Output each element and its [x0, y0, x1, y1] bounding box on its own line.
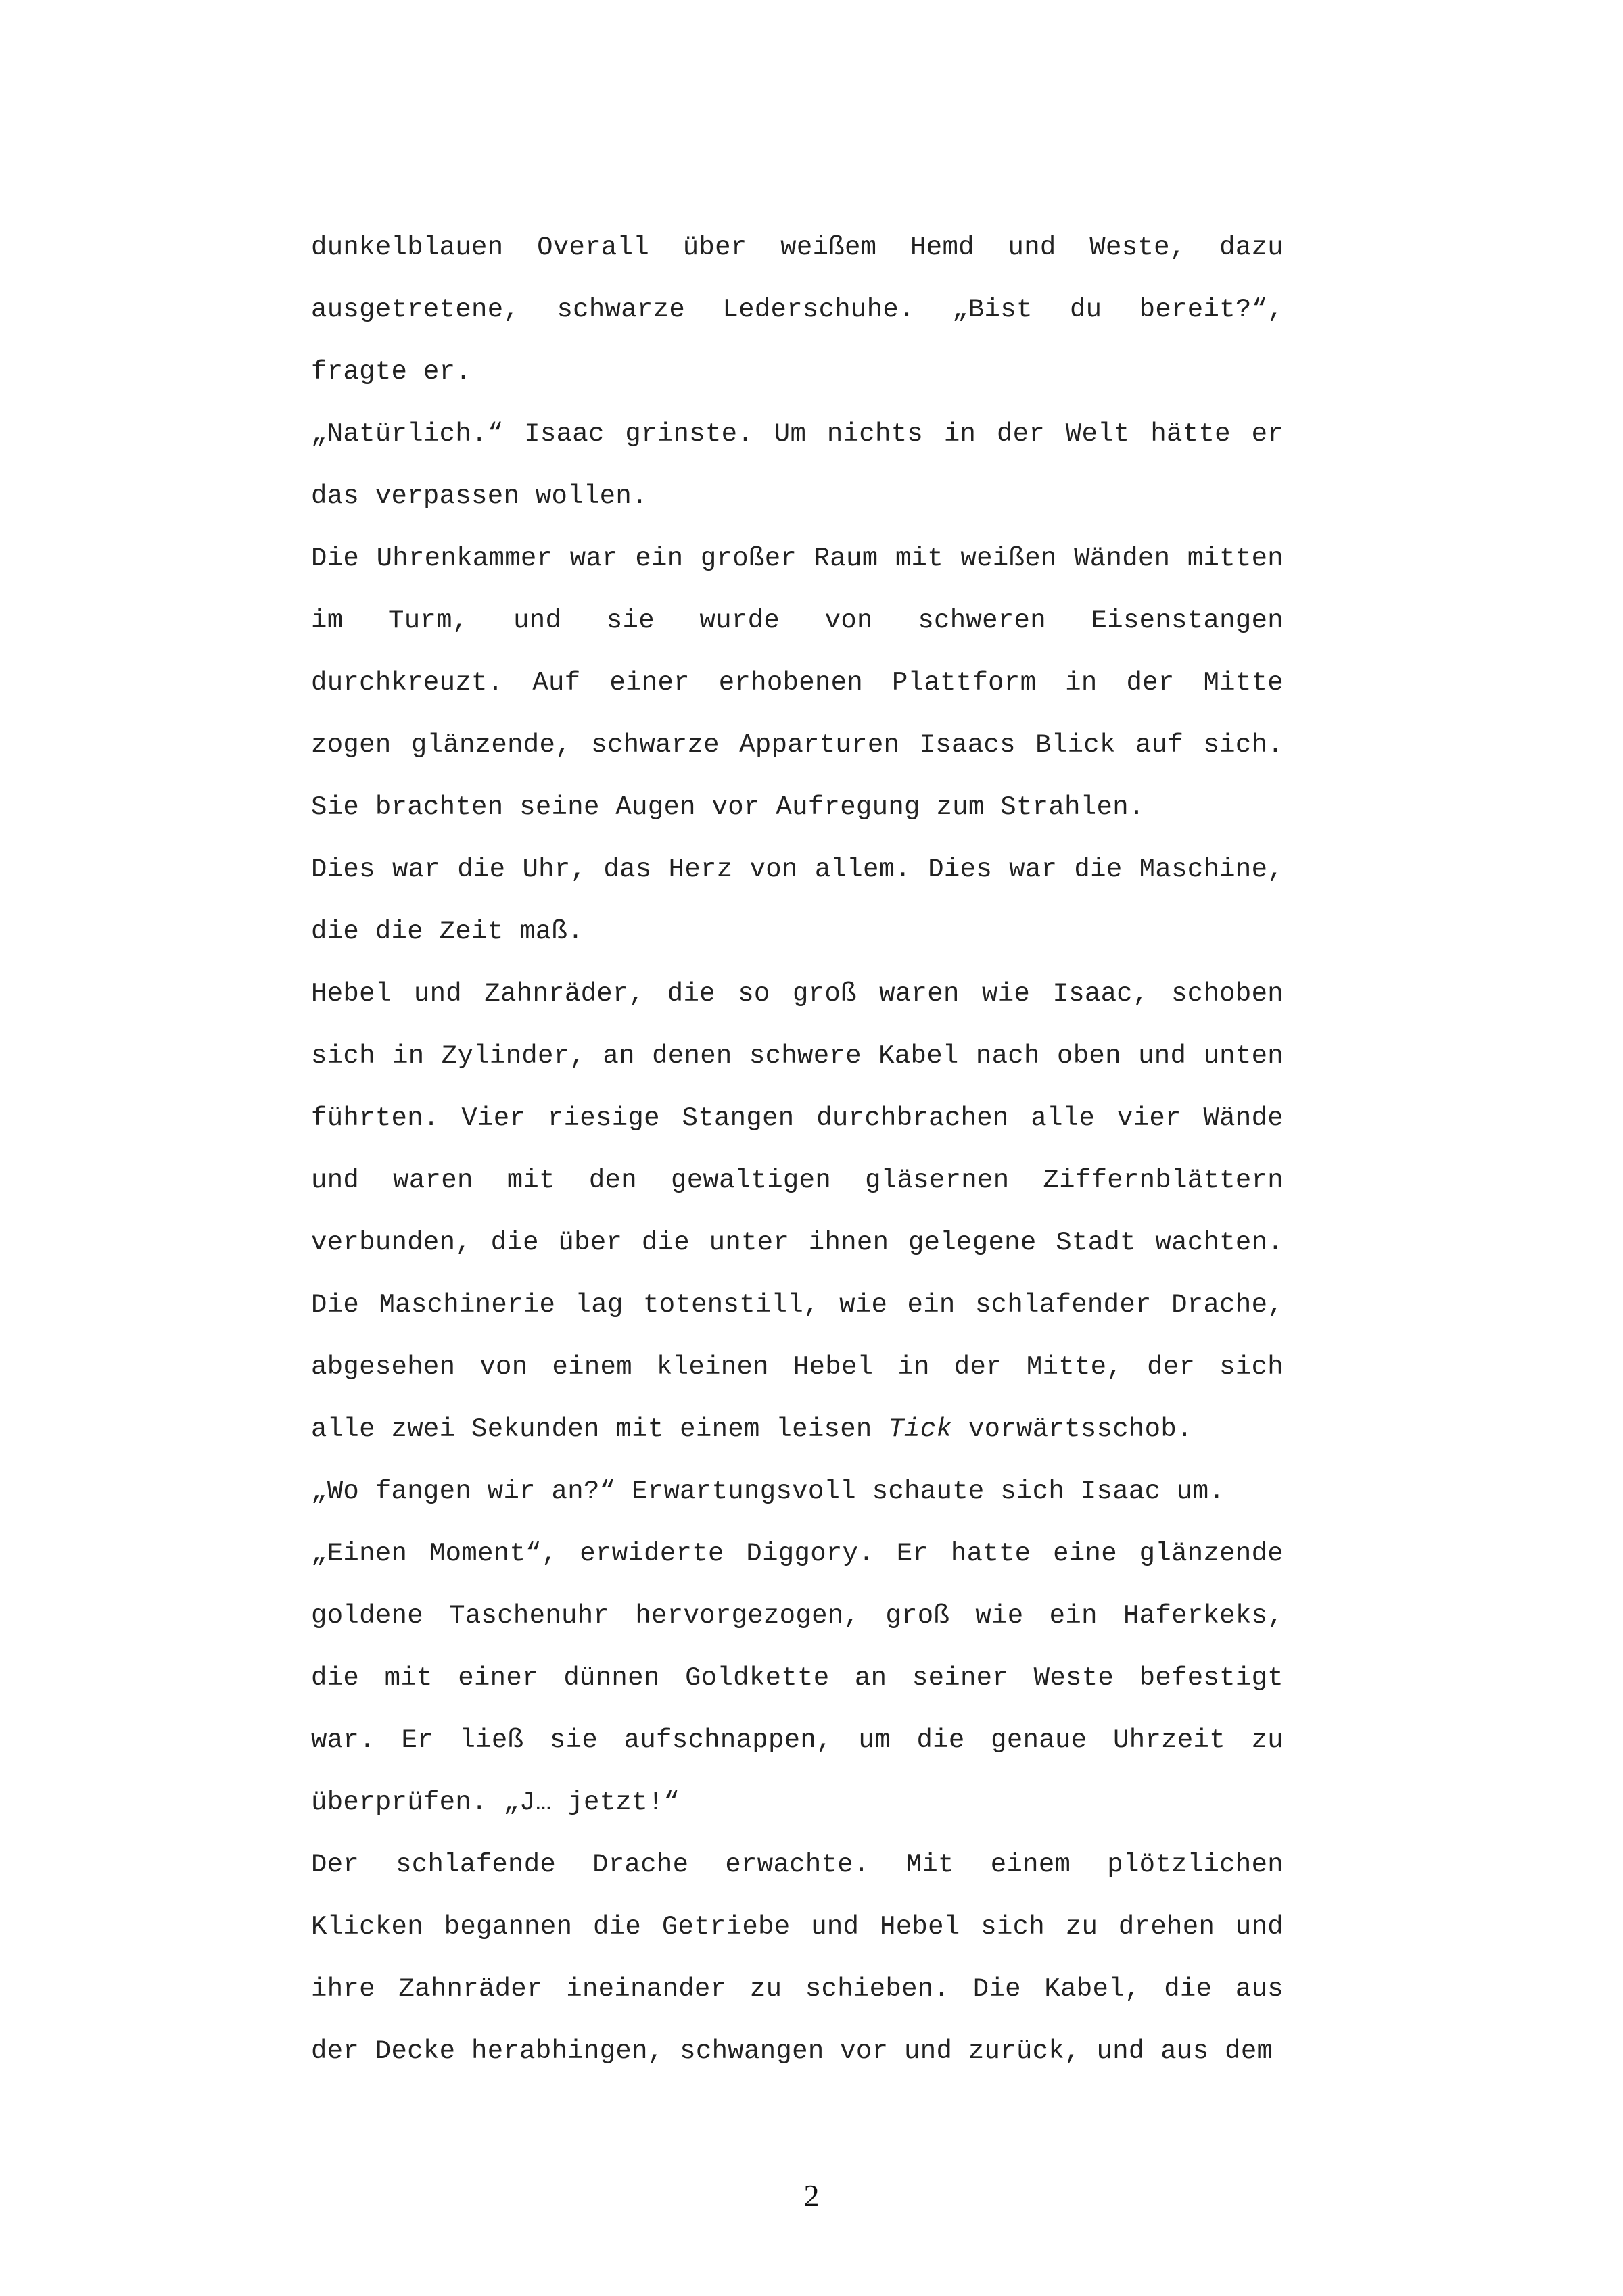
paragraph: dunkelblauen Overall über weißem Hemd und Weste, dazu ausgetretene, schwarze Lederschuhe. „Bist du bereit?“, fragte er.: [311, 233, 1284, 387]
page-number: 2: [803, 2178, 820, 2213]
paragraph: Dies war die Uhr, das Herz von allem. Dies war die Maschine, die die Zeit maß.: [311, 855, 1284, 947]
paragraph: Die Uhrenkammer war ein großer Raum mit weißen Wänden mitten im Turm, und sie wurde von schweren Eisenstangen durchkreuzt. Auf einer erhobenen Plattform in der Mitte zogen glänzende, schwarze Apparturen Isaacs Blick auf sich. Sie brachten seine Augen vor Aufregung zum Strahlen.: [311, 544, 1284, 822]
paragraph: „Wo fangen wir an?“ Erwartungsvoll schaute sich Isaac um.: [311, 1477, 1225, 1506]
paragraph: Der schlafende Drache erwachte. Mit einem plötzlichen Klicken begannen die Getriebe und Hebel sich zu drehen und ihre Zahnräder ineinander zu schieben. Die Kabel, die aus der Decke herabhingen, schwangen vor und zurück, und aus dem: [311, 1850, 1284, 2066]
paragraph-text: vorwärtsschob.: [952, 1414, 1193, 1444]
body-text: [311, 216, 1284, 2082]
emphasized-word: Tick: [888, 1414, 953, 1444]
paragraph: „Natürlich.“ Isaac grinste. Um nichts in der Welt hätte er das verpassen wollen.: [311, 419, 1284, 511]
paragraph: „Einen Moment“, erwiderte Diggory. Er hatte eine glänzende goldene Taschenuhr hervorgezogen, groß wie ein Haferkeks, die mit einer dünnen Goldkette an seiner Weste befestigt war. Er ließ sie aufschnappen, um die genaue Uhrzeit zu überprüfen. „J… jetzt!“: [311, 1539, 1284, 1817]
paragraph-text: Hebel und Zahnräder, die so groß waren wie Isaac, schoben sich in Zylinder, an denen schwere Kabel nach oben und unten führten. Vier riesige Stangen durchbrachen alle vier Wände und waren mit den gewaltigen gläsernen Ziffernblättern verbunden, die über die unter ihnen gelegene Stadt wachten. Die Maschinerie lag totenstill, wie ein schlafender Drache, abgesehen von einem kleinen Hebel in der Mitte, der sich alle zwei Sekunden mit einem leisen: [311, 979, 1284, 1444]
paragraph: [311, 963, 1284, 1460]
